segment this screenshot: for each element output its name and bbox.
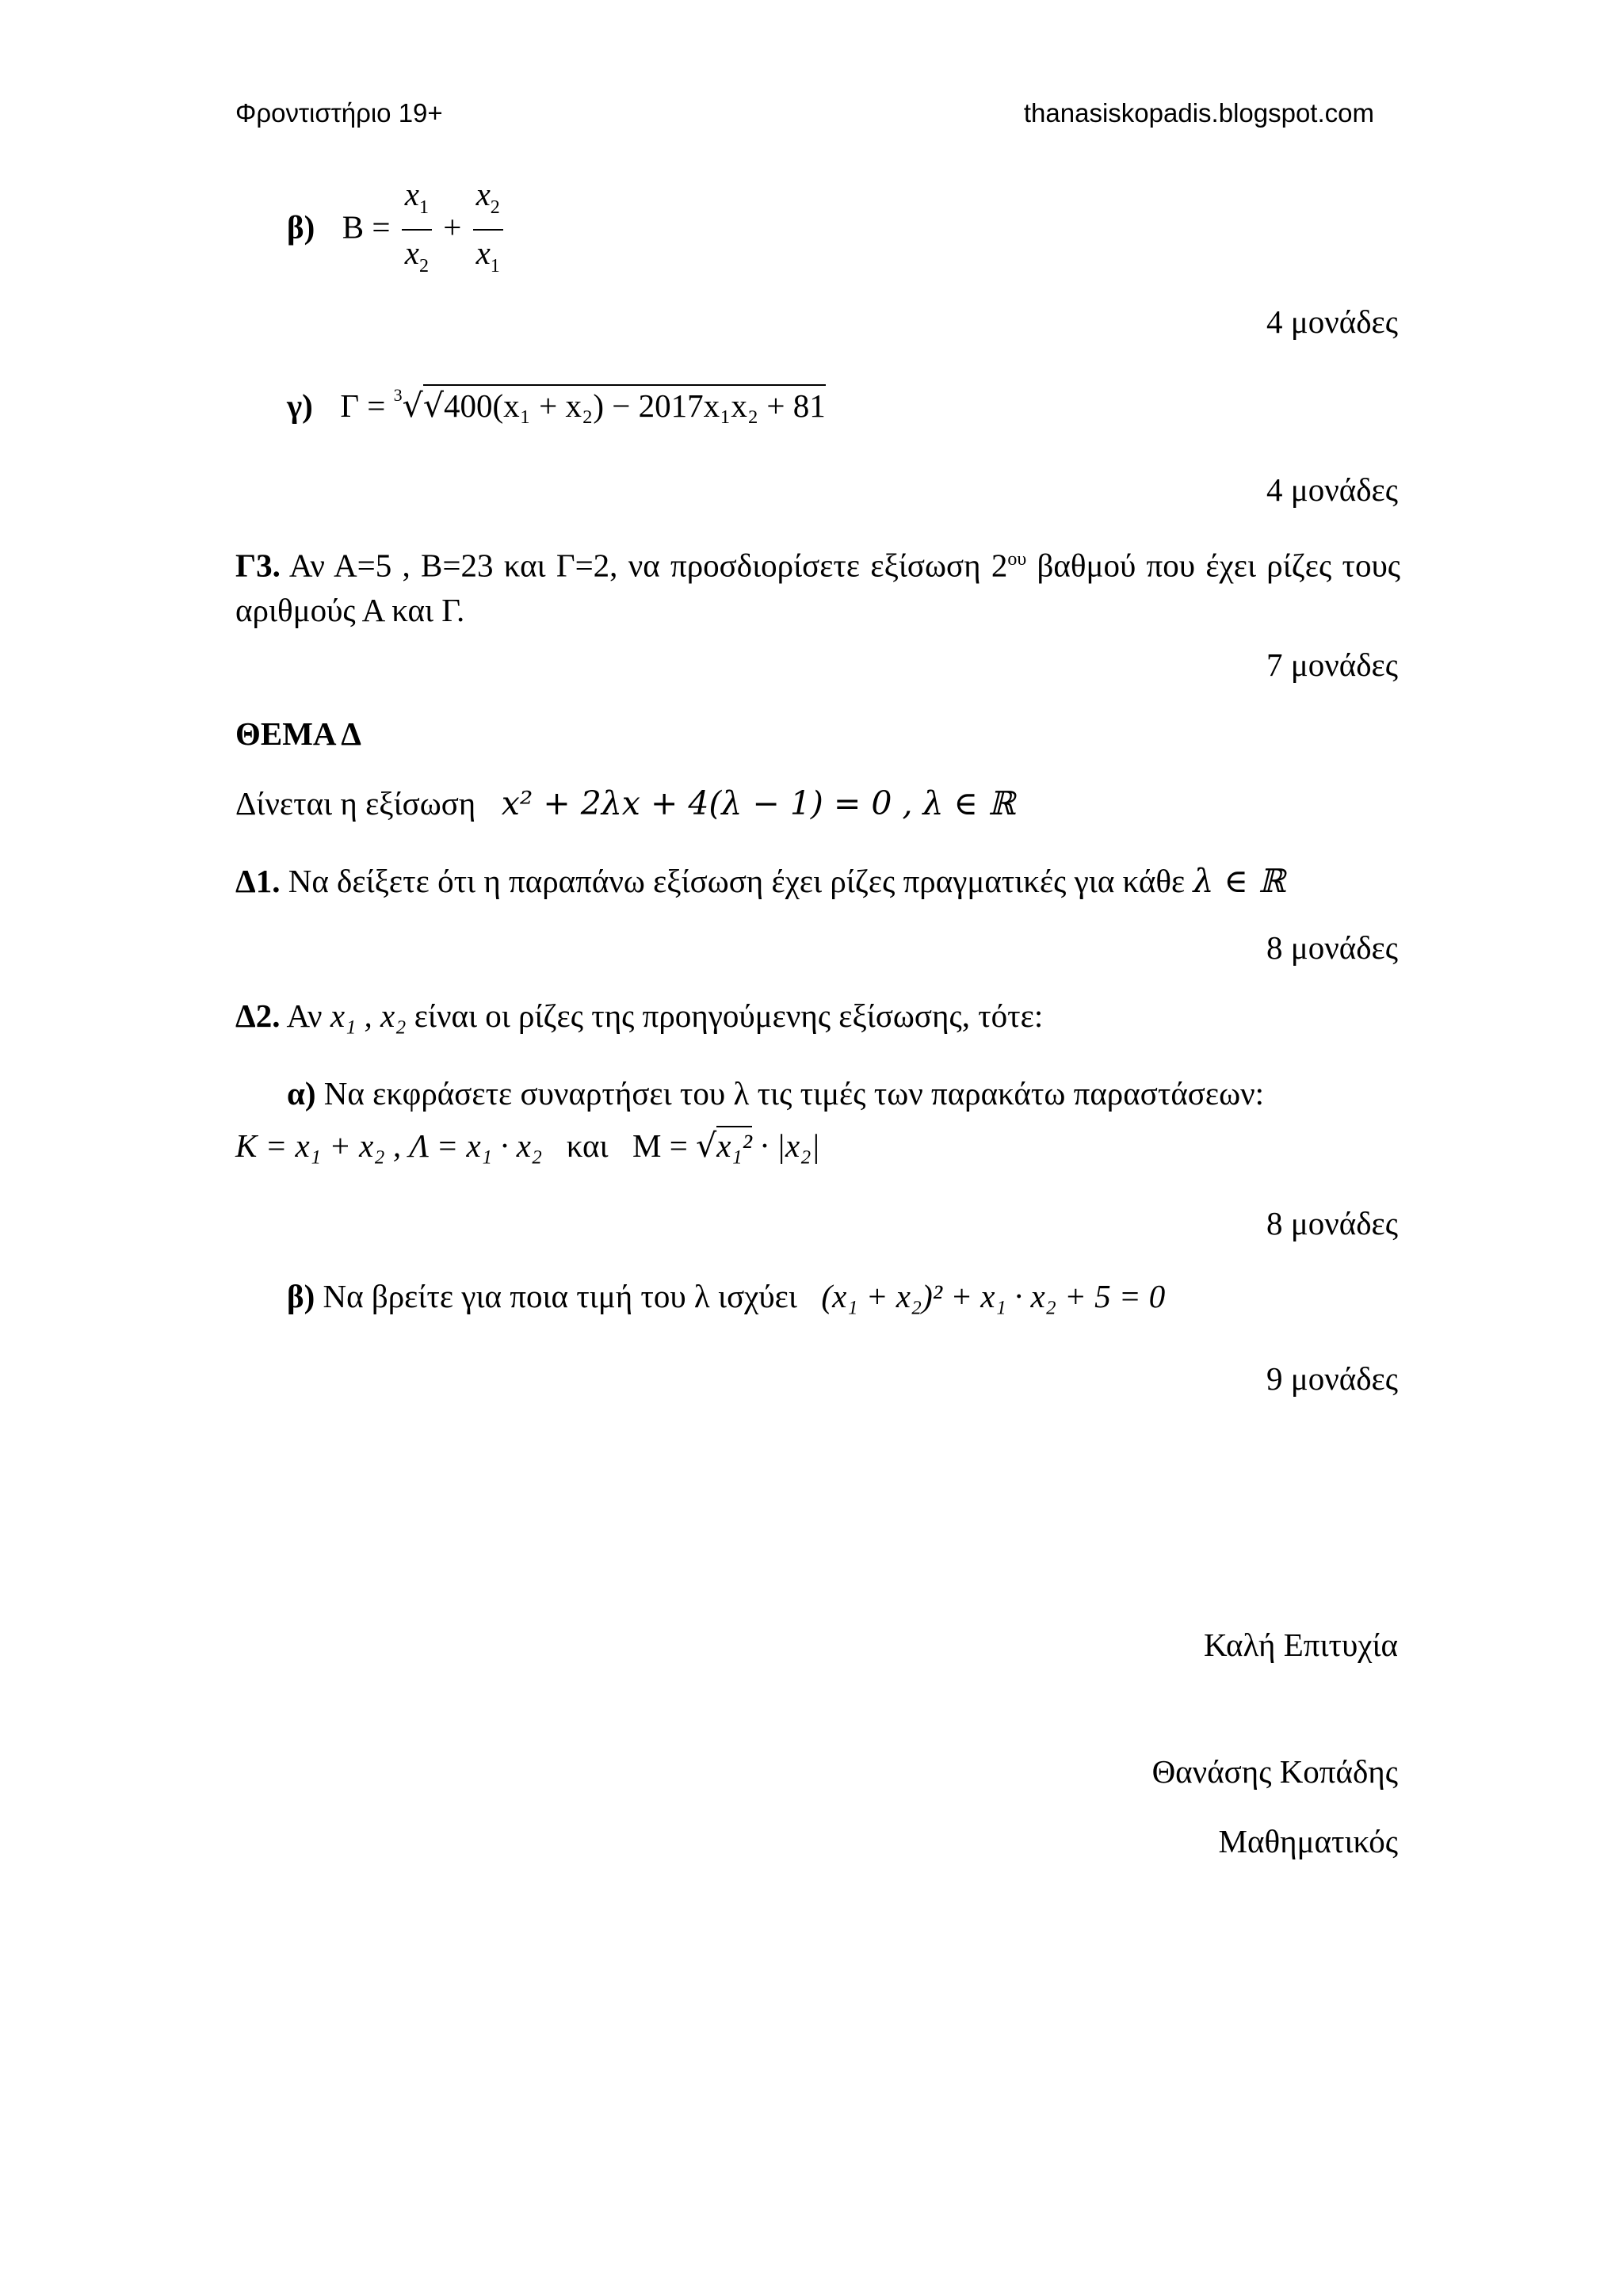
header-right: thanasiskopadis.blogspot.com <box>1023 98 1374 128</box>
header-left: Φροντιστήριο 19+ <box>235 98 443 128</box>
question-beta <box>287 173 506 288</box>
expr-m-radicand: x₁² <box>716 1127 752 1164</box>
theme-given: Δίνεται η εξίσωση x² + 2λx + 4(λ − 1) = 0 , λ ∈ ℝ <box>235 784 1015 822</box>
condition-equation: (x₁ + x₂)² + x₁ · x₂ + 5 = 0 <box>821 1278 1166 1314</box>
radicand: 400(x₁ + x₂) − 2017x₁x₂ + 81 <box>444 384 826 424</box>
expr-m: Μ = <box>632 1127 688 1164</box>
question-gamma <box>287 387 826 425</box>
marks-d2a: 8 μονάδες <box>1266 1205 1398 1241</box>
question-d2: Δ2. Αν x₁ , x₂ είναι οι ρίζες της προηγούμενης εξίσωσης, τότε: <box>235 997 1044 1034</box>
marks-d1: 8 μονάδες <box>1266 929 1398 966</box>
question-d2b-label: β) <box>287 1278 315 1314</box>
fraction-x1-over-x2: $\frac{x_1}{x_2}$ <box>402 173 432 288</box>
expr-k-lambda: Κ = x₁ + x₂ , Λ = x₁ · x₂ <box>235 1127 543 1164</box>
root-index: 3 <box>393 385 403 405</box>
question-d1: Δ1. Να δείξετε ότι η παραπάνω εξίσωση έχει ρίζες πραγματικές για κάθε λ ∈ ℝ <box>235 862 1285 900</box>
question-d2a-label: α) <box>287 1075 316 1112</box>
marks-g3: 7 μονάδες <box>1266 646 1398 683</box>
question-beta-lhs: Β = <box>342 208 391 246</box>
marks-beta: 4 μονάδες <box>1266 303 1398 340</box>
roots-x1-x2: x₁ , x₂ <box>330 997 407 1034</box>
question-d2a: α) Να εκφράσετε συναρτήσει του λ τις τιμές των παρακάτω παραστάσεων: <box>287 1075 1265 1112</box>
plus-sign: + <box>443 208 462 246</box>
question-gamma-lhs: Γ = <box>340 387 386 424</box>
question-d2b: β) Να βρείτε για ποια τιμή του λ ισχύει (x₁ + x₂)² + x₁ · x₂ + 5 = 0 <box>287 1278 1166 1314</box>
marks-gamma: 4 μονάδες <box>1266 471 1398 508</box>
theme-title: ΘΕΜΑ Δ <box>235 715 361 752</box>
expr-m-abs: · |x₂| <box>760 1127 820 1164</box>
marks-d2b: 9 μονάδες <box>1266 1360 1398 1397</box>
question-d2-label: Δ2. <box>235 997 281 1034</box>
given-equation: x² + 2λx + 4(λ − 1) = 0 , λ ∈ ℝ <box>501 784 1015 822</box>
question-d2a-expressions: Κ = x₁ + x₂ , Λ = x₁ · x₂ και Μ = √x₁² · |x₂| <box>235 1127 820 1165</box>
question-beta-label: β) <box>287 208 315 246</box>
cube-root-sqrt-expression: $^3$√√400(x₁ + x₂) − 2017x₁x₂ + 81 <box>393 385 826 425</box>
closing-author: Θανάσης Κοπάδης <box>1151 1753 1398 1790</box>
question-gamma-label: γ) <box>287 387 313 424</box>
closing-wish: Καλή Επιτυχία <box>1203 1627 1398 1663</box>
question-d1-label: Δ1. <box>235 863 281 899</box>
question-g3-label: Γ3. <box>235 547 281 584</box>
closing-role: Μαθηματικός <box>1218 1823 1398 1859</box>
question-g3: Γ3. Αν Α=5 , Β=23 και Γ=2, να προσδιορίσετε εξίσωση $2^{o\upsilon}$ βαθμού που έχει ρίζες τους αριθμούς Α και Γ. <box>235 547 1400 628</box>
fraction-x2-over-x1: $\frac{x_2}{x_1}$ <box>473 173 503 288</box>
